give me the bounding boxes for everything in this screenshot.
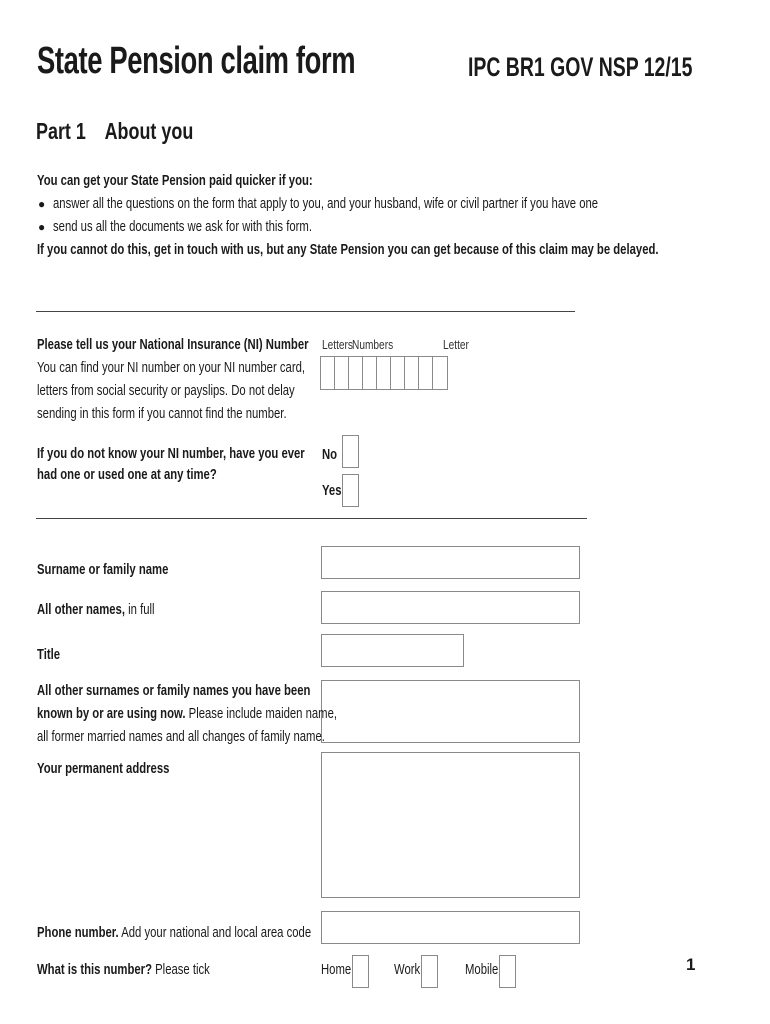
phone-type-label: What is this number? Please tick (37, 962, 210, 978)
other-surnames-label: all former married names and all changes of family name. (37, 729, 325, 745)
mobile-label: Mobile (465, 962, 499, 978)
bullet-icon: ● (38, 220, 46, 234)
other-surnames-label: known by or are using now. Please include maiden name, (37, 706, 338, 722)
work-checkbox[interactable] (421, 955, 438, 988)
ni-cell[interactable] (363, 357, 377, 389)
ni-number-input[interactable] (320, 356, 448, 390)
surname-label: Surname or family name (37, 562, 169, 578)
ni-cell[interactable] (335, 357, 349, 389)
phone-label: Phone number. Add your national and local area code (37, 925, 312, 941)
other-names-label: All other names, in full (37, 602, 155, 618)
home-label: Home (321, 962, 352, 978)
no-checkbox[interactable] (342, 435, 359, 468)
title-input[interactable] (321, 634, 464, 667)
ni-cell[interactable] (433, 357, 447, 389)
ni-help-line: letters from social security or payslips. Do not delay (37, 383, 295, 399)
ni-unknown-question: had one or used one at any time? (37, 467, 217, 483)
section-divider (36, 311, 575, 312)
ni-cell[interactable] (391, 357, 405, 389)
ni-help-line: You can find your NI number on your NI number card, (37, 360, 306, 376)
form-reference: IPC BR1 GOV NSP 12/15 (468, 52, 693, 82)
mobile-checkbox[interactable] (499, 955, 516, 988)
part-number: Part 1 (36, 118, 86, 144)
bullet-icon: ● (38, 197, 46, 211)
address-label: Your permanent address (37, 761, 170, 777)
ni-numbers-header: Numbers (352, 337, 394, 352)
work-label: Work (394, 962, 421, 978)
ni-cell[interactable] (419, 357, 433, 389)
ni-help-line: sending in this form if you cannot find the number. (37, 406, 287, 422)
home-checkbox[interactable] (352, 955, 369, 988)
address-input[interactable] (321, 752, 580, 898)
ni-letter-header: Letter (443, 337, 469, 352)
intro-warning: If you cannot do this, get in touch with us, but any State Pension you can get because of this claim may be delayed. (37, 242, 659, 258)
intro-bullet-1: answer all the questions on the form that apply to you, and your husband, wife or civil partner if you have one (53, 196, 599, 212)
ni-cell[interactable] (349, 357, 363, 389)
page-number: 1 (686, 955, 696, 974)
surname-input[interactable] (321, 546, 580, 579)
part-heading (36, 118, 238, 145)
ni-cell[interactable] (405, 357, 419, 389)
intro-lead: You can get your State Pension paid quicker if you: (37, 173, 313, 189)
ni-cell[interactable] (321, 357, 335, 389)
ni-letters-header: Letters (322, 337, 354, 352)
other-names-input[interactable] (321, 591, 580, 624)
yes-checkbox[interactable] (342, 474, 359, 507)
ni-cell[interactable] (377, 357, 391, 389)
other-surnames-label: All other surnames or family names you have been (37, 683, 311, 699)
section-divider (36, 518, 587, 519)
part-title: About you (104, 118, 194, 144)
page-title: State Pension claim form (37, 40, 356, 82)
intro-bullet-2: send us all the documents we ask for with this form. (53, 219, 312, 235)
ni-unknown-question: If you do not know your NI number, have you ever (37, 446, 305, 462)
ni-label: Please tell us your National Insurance (NI) Number (37, 337, 309, 353)
no-label: No (322, 447, 338, 463)
title-label: Title (37, 647, 61, 663)
yes-label: Yes (322, 483, 342, 499)
